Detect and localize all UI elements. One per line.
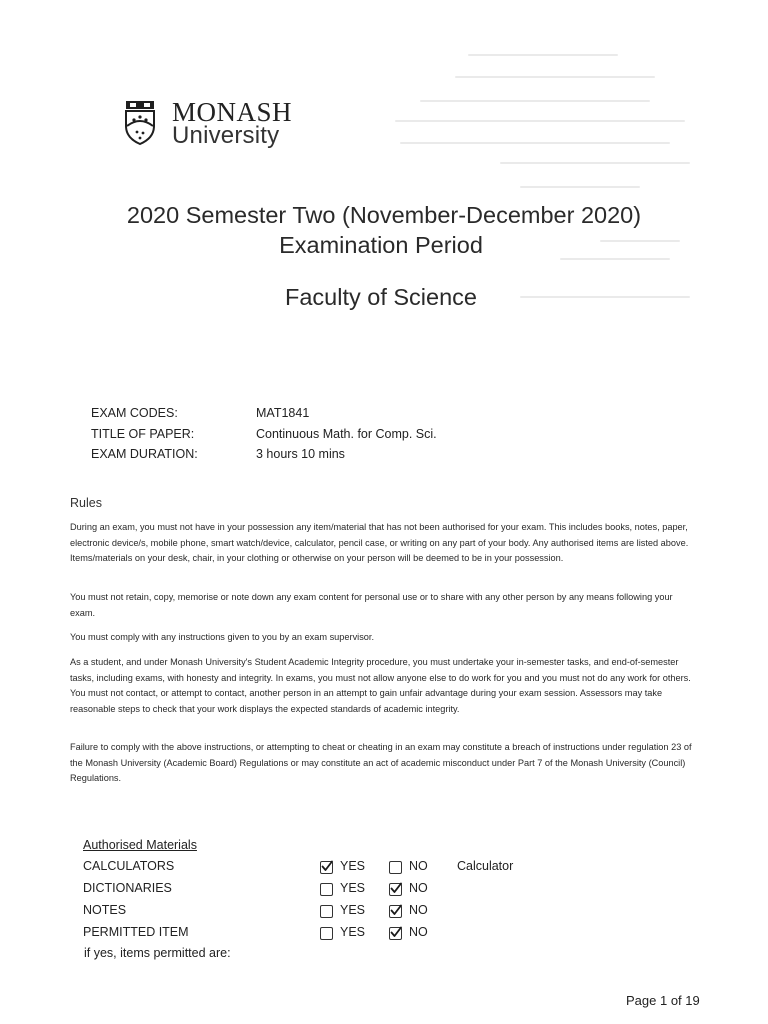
faculty-title: Faculty of Science [284, 284, 477, 310]
rules-paragraph: Failure to comply with the above instructions, or attempting to cheat or cheating in an exam may constitute a breach of instructions under regulation 23 of the Monash University (Academic Board) Regulations or may constitute an act of academic misconduct under Part 7 of the Monash University (Council) Regulations. [70, 742, 692, 784]
check-mark-icon [389, 903, 403, 917]
authorised-materials-heading: Authorised Materials [83, 838, 197, 852]
semester-title: 2020 Semester Two (November-December 2020) [126, 202, 642, 228]
notes-yes-checkbox[interactable] [320, 905, 333, 918]
permitted-item-yes-checkbox[interactable] [320, 927, 333, 940]
yes-label: YES [340, 881, 366, 895]
paper-title-label: TITLE OF PAPER: [91, 427, 195, 441]
logo-wordmark-university: University [172, 122, 280, 149]
no-label: NO [409, 881, 428, 895]
yes-label: YES [340, 925, 366, 939]
calculators-note: Calculator [457, 859, 514, 873]
notes-no-checkbox[interactable] [389, 905, 402, 918]
no-label: NO [409, 925, 428, 939]
material-label-permitted-item: PERMITTED ITEM [83, 925, 189, 939]
rules-heading: Rules [70, 496, 102, 510]
calculators-no-checkbox[interactable] [389, 861, 402, 874]
dictionaries-yes-checkbox[interactable] [320, 883, 333, 896]
no-label: NO [409, 859, 428, 873]
dictionaries-no-checkbox[interactable] [389, 883, 402, 896]
period-title: Examination Period [279, 232, 483, 258]
monash-logo [120, 98, 300, 154]
check-mark-icon [320, 859, 334, 873]
exam-duration-label: EXAM DURATION: [91, 447, 198, 461]
crest-icon [120, 100, 160, 146]
rules-paragraph: As a student, and under Monash University's Student Academic Integrity procedure, you must undertake your in-semester tasks, and end-of-semester tasks, including exams, with honesty and integrity. In exams, you must not allow anyone else to do work for you and you must not do any work for others. You must not contact, or attempt to contact, another person in an attempt to gain unfair advantage during your exam session. Assessors may take reasonable steps to check that your work displays the expected standards of academic integrity. [70, 657, 691, 714]
logo-wordmark-monash: MONASH [172, 97, 293, 127]
permitted-item-no-checkbox[interactable] [389, 927, 402, 940]
paper-title-value: Continuous Math. for Comp. Sci. [256, 427, 437, 441]
exam-codes-label: EXAM CODES: [91, 406, 178, 420]
material-label-dictionaries: DICTIONARIES [83, 881, 172, 895]
material-label-notes: NOTES [83, 903, 127, 917]
rules-paragraph: You must comply with any instructions given to you by an exam supervisor. [70, 632, 375, 642]
check-mark-icon [389, 881, 403, 895]
material-label-calculators: CALCULATORS [83, 859, 175, 873]
rules-paragraph: You must not retain, copy, memorise or note down any exam content for personal use or to share with any other person by any means following your exam. [70, 592, 673, 618]
page-number: Page 1 of 19 [626, 993, 700, 1008]
no-label: NO [409, 903, 428, 917]
exam-duration-value: 3 hours 10 mins [256, 447, 345, 461]
yes-label: YES [340, 903, 366, 917]
check-mark-icon [389, 925, 403, 939]
items-permitted-note: if yes, items permitted are: [84, 946, 231, 960]
exam-codes-value: MAT1841 [256, 406, 310, 420]
rules-paragraph: During an exam, you must not have in your possession any item/material that has not been authorised for your exam. This includes books, notes, paper, electronic device/s, mobile phone, smart watch/device, calculator, pencil case, or writing on any part of your body. Any authorised items are listed above. Items/materials on your desk, chair, in your clothing or otherwise on your person will be deemed to be in your possession. [70, 522, 689, 564]
yes-label: YES [340, 859, 366, 873]
calculators-yes-checkbox[interactable] [320, 861, 333, 874]
